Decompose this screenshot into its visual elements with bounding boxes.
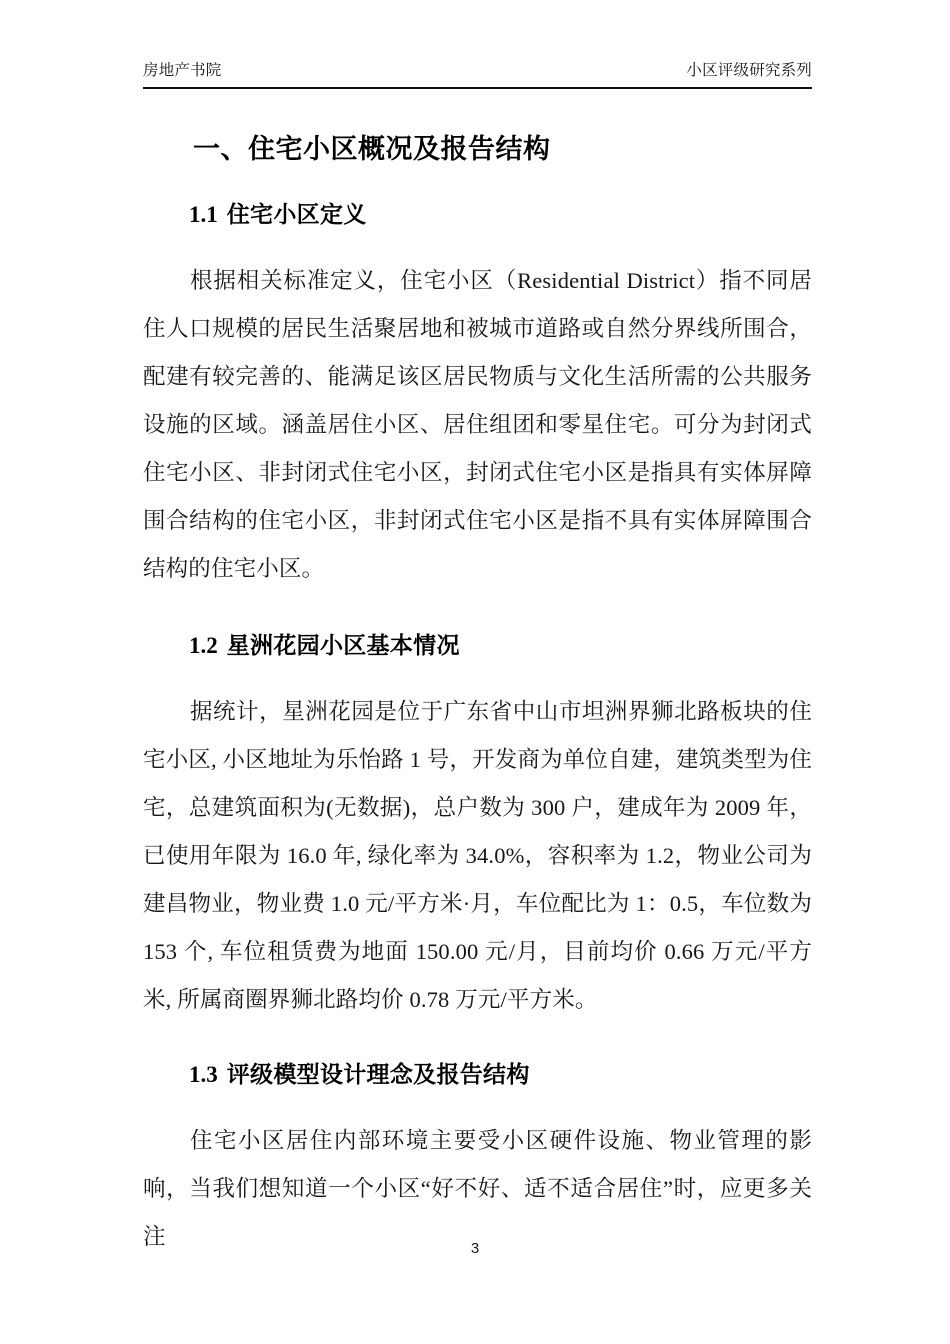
header-divider-rule	[143, 87, 812, 89]
section-title-1-2: 星洲花园小区基本情况	[226, 632, 460, 658]
section-heading-1: 一、住宅小区概况及报告结构	[193, 134, 551, 164]
spacer	[143, 668, 812, 688]
page-number: 3	[470, 1240, 480, 1257]
spacer	[143, 172, 812, 192]
section-heading-1-2	[143, 623, 812, 668]
header-left-text: 房地产书院	[143, 62, 222, 79]
section-heading-1-1	[143, 192, 812, 237]
spacer	[143, 1024, 812, 1052]
section-title-1-3: 评级模型设计理念及报告结构	[226, 1061, 530, 1087]
section-number-1-3: 1.3	[189, 1062, 218, 1087]
spacer	[143, 1097, 812, 1117]
spacer	[143, 593, 812, 623]
header-right-text: 小区评级研究系列	[686, 62, 812, 79]
spacer	[143, 237, 812, 257]
paragraph-1-1: 根据相关标准定义，住宅小区（Residential District）指不同居住人口规模的居民生活聚居地和被城市道路或自然分界线所围合，配建有较完善的、能满足该区居民物质与文化生活所需的公共服务设施的区域。涵盖居住小区、居住组团和零星住宅。可分为封闭式住宅小区、非封闭式住宅小区，封闭式住宅小区是指具有实体屏障围合结构的住宅小区，非封闭式住宅小区是指不具有实体屏障围合结构的住宅小区。	[143, 268, 812, 581]
section-number-1-1: 1.1	[189, 202, 218, 227]
section-heading-1-3	[143, 1052, 812, 1097]
paragraph-1-3: 住宅小区居住内部环境主要受小区硬件设施、物业管理的影响，当我们想知道一个小区“好不好、适不适合居住”时，应更多关注	[143, 1128, 812, 1249]
section-title-1-1: 住宅小区定义	[226, 201, 367, 227]
section-number-1-2: 1.2	[189, 633, 218, 658]
content-column	[143, 126, 812, 1261]
paragraph-1-2: 据统计，星洲花园是位于广东省中山市坦洲界狮北路板块的住宅小区, 小区地址为乐怡路 1 号，开发商为单位自建，建筑类型为住宅，总建筑面积为(无数据)，总户数为 300 户，建成年为 2009 年，已使用年限为 16.0 年, 绿化率为 34.0%，容积率为 1.2，物业公司为建昌物业，物业费 1.0 元/平方米·月，车位配比为 1：0.5，车位数为 153 个, 车位租赁费为地面 150.00 元/月，目前均价 0.66 万元/平方米, 所属商圈界狮北路均价 0.78 万元/平方米。	[143, 699, 812, 1012]
running-header	[143, 62, 812, 79]
